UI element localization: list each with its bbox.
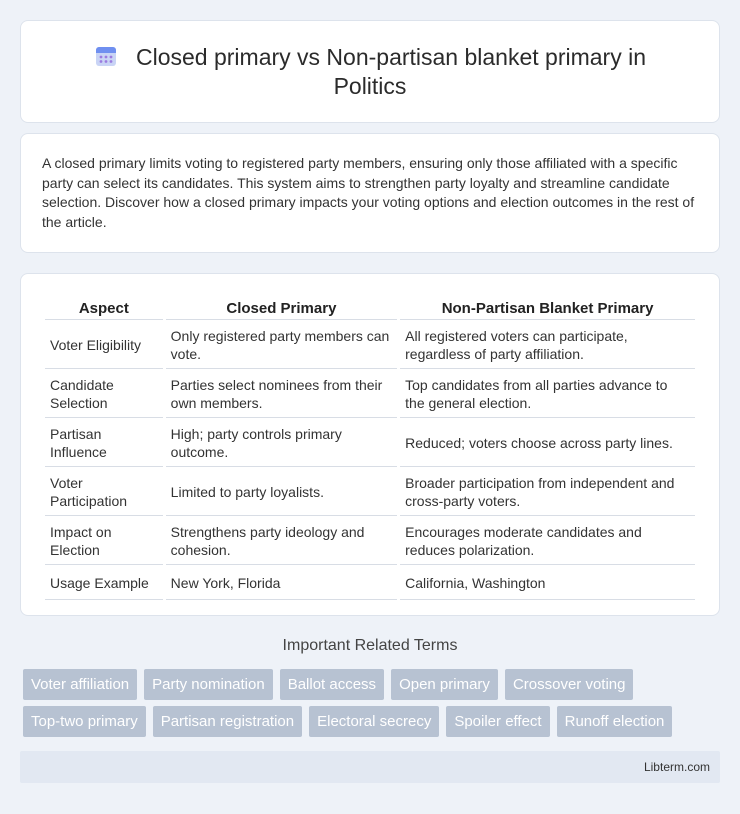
tag-runoff-election[interactable]: Runoff election: [557, 706, 673, 737]
table-row: [45, 469, 695, 516]
comparison-card: [20, 273, 720, 616]
closed-cell: Strengthens party ideology and cohesion.: [166, 518, 397, 565]
aspect-cell: Partisan Influence: [45, 420, 163, 467]
table-header-row: [45, 296, 695, 320]
header-closed-primary: Closed Primary: [166, 296, 397, 320]
table-row: [45, 567, 695, 600]
tag-ballot-access[interactable]: Ballot access: [280, 669, 384, 700]
aspect-cell: Voter Participation: [45, 469, 163, 516]
intro-text: A closed primary limits voting to registered party members, ensuring only those affiliated with a specific party can select its candidates. This system aims to strengthen party loyalty and streamline candidate selection. Discover how a closed primary impacts your voting options and election outcomes in the rest of the article.: [42, 155, 695, 230]
related-terms-title: Important Related Terms: [282, 637, 458, 654]
tag-open-primary[interactable]: Open primary: [391, 669, 498, 700]
nonpartisan-cell: California, Washington: [400, 567, 695, 600]
nonpartisan-cell: Broader participation from independent and cross-party voters.: [400, 469, 695, 516]
tag-row: [23, 706, 723, 737]
tag-crossover-voting[interactable]: Crossover voting: [505, 669, 634, 700]
tag-electoral-secrecy[interactable]: Electoral secrecy: [309, 706, 439, 737]
nonpartisan-cell: All registered voters can participate, regardless of party affiliation.: [400, 322, 695, 369]
comparison-table: [42, 294, 698, 602]
page-title-wrap: [21, 43, 719, 101]
related-terms: [23, 669, 723, 743]
closed-cell: Only registered party members can vote.: [166, 322, 397, 369]
intro-card: [20, 133, 720, 253]
tag-spoiler-effect[interactable]: Spoiler effect: [446, 706, 549, 737]
aspect-cell: Usage Example: [45, 567, 163, 600]
closed-cell: High; party controls primary outcome.: [166, 420, 397, 467]
closed-cell: Parties select nominees from their own members.: [166, 371, 397, 418]
footer: [20, 751, 720, 783]
nonpartisan-cell: Top candidates from all parties advance to the general election.: [400, 371, 695, 418]
nonpartisan-cell: Reduced; voters choose across party lines.: [400, 420, 695, 467]
page-title: Closed primary vs Non-partisan blanket primary in Politics: [135, 44, 647, 99]
header-nonpartisan-primary: Non-Partisan Blanket Primary: [400, 296, 695, 320]
aspect-cell: Voter Eligibility: [45, 322, 163, 369]
nonpartisan-cell: Encourages moderate candidates and reduces polarization.: [400, 518, 695, 565]
table-row: [45, 322, 695, 369]
tag-row: [23, 669, 723, 700]
table-row: [45, 518, 695, 565]
header-aspect: Aspect: [45, 296, 163, 320]
aspect-cell: Candidate Selection: [45, 371, 163, 418]
calendar-icon: [94, 44, 118, 68]
aspect-cell: Impact on Election: [45, 518, 163, 565]
table-row: [45, 420, 695, 467]
tag-party-nomination[interactable]: Party nomination: [144, 669, 273, 700]
header-card: [20, 20, 720, 123]
tag-partisan-registration[interactable]: Partisan registration: [153, 706, 302, 737]
tag-voter-affiliation[interactable]: Voter affiliation: [23, 669, 137, 700]
tag-top-two-primary[interactable]: Top-two primary: [23, 706, 146, 737]
footer-site-link[interactable]: Libterm.com: [643, 760, 710, 774]
closed-cell: New York, Florida: [166, 567, 397, 600]
table-row: [45, 371, 695, 418]
closed-cell: Limited to party loyalists.: [166, 469, 397, 516]
